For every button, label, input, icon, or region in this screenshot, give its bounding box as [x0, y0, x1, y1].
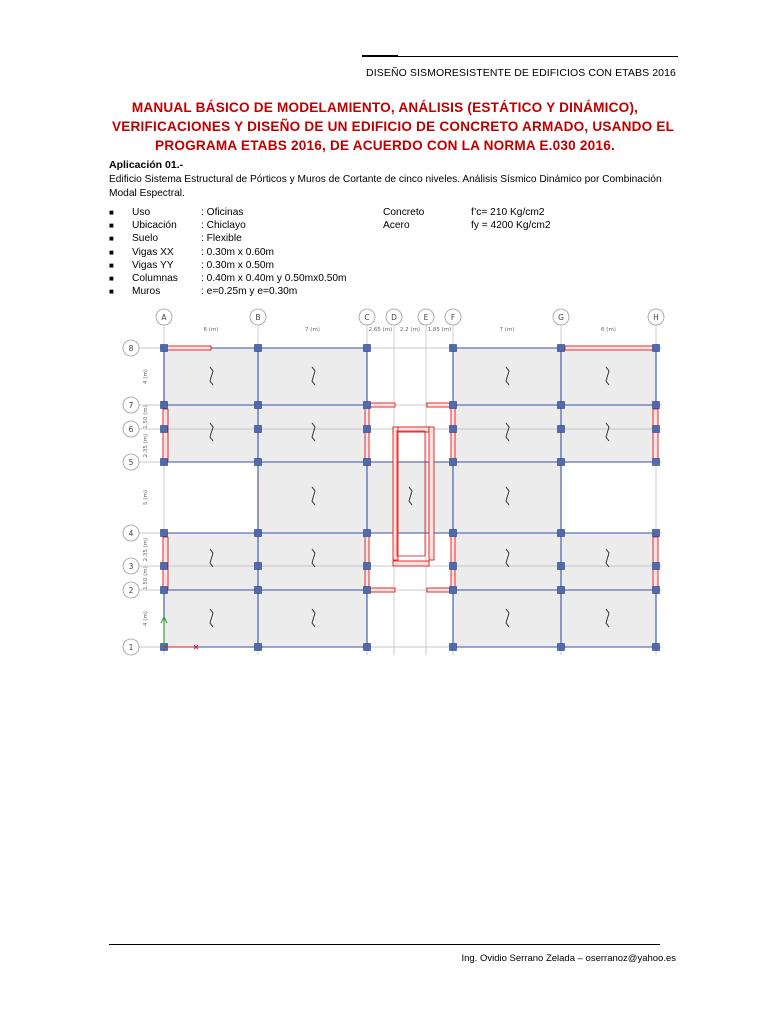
column	[558, 587, 565, 594]
span-label-y: 2.35 (m)	[143, 537, 149, 562]
shear-wall	[163, 409, 168, 461]
shear-wall	[429, 427, 434, 560]
column	[653, 402, 660, 409]
column	[364, 530, 371, 537]
slab-panel	[561, 405, 656, 462]
axis-label-row: 1	[128, 643, 134, 652]
axis-label-row: 5	[128, 458, 134, 467]
title-line-2: VERIFICACIONES Y DISEÑO DE UN EDIFICIO DE CONCRETO ARMADO, USANDO EL	[112, 119, 675, 134]
spec-label: Uso	[132, 207, 151, 218]
spec-label: Ubicación	[132, 220, 177, 232]
column	[653, 459, 660, 466]
spec-label: Vigas YY	[132, 259, 174, 271]
axis-label-column: C	[364, 313, 370, 322]
shear-wall	[365, 403, 369, 463]
axis-label-column: H	[653, 313, 659, 322]
bullet-icon: ■	[109, 287, 114, 297]
axis-label-column: B	[255, 313, 261, 322]
slab-panel	[258, 348, 367, 405]
column	[450, 644, 457, 651]
span-label-y: 1.50 (m)	[143, 405, 149, 429]
column	[653, 563, 660, 570]
title-line-3: PROGRAMA ETABS 2016, DE ACUERDO CON LA NORMA E.030 2016.	[155, 138, 615, 153]
application-heading: Aplicación 01.-	[109, 159, 184, 171]
column	[450, 563, 457, 570]
column	[450, 402, 457, 409]
application-description: Edificio Sistema Estructural de Pórticos y Muros de Cortante de cinco niveles. Análisis Sísmico Dinámico por Combinación Modal Espectral.	[109, 174, 662, 199]
slab-panel	[453, 533, 561, 590]
column	[450, 587, 457, 594]
column	[558, 459, 565, 466]
axis-label-column: F	[450, 313, 456, 322]
shear-wall	[164, 346, 211, 350]
running-header: DISEÑO SISMORESISTENTE DE EDIFICIOS CON ETABS 2016	[366, 67, 676, 79]
axis-label-column: D	[391, 313, 397, 322]
column	[364, 459, 371, 466]
spec-label: Vigas XX	[132, 246, 174, 258]
column	[653, 530, 660, 537]
column	[364, 345, 371, 352]
span-label-x: 7 (m)	[305, 327, 320, 333]
column	[255, 563, 262, 570]
column	[255, 587, 262, 594]
column	[161, 402, 168, 409]
span-label-x: 7 (m)	[499, 327, 515, 333]
column	[161, 426, 168, 433]
column	[161, 563, 168, 570]
bullet-icon: ■	[109, 221, 114, 231]
column	[558, 530, 565, 537]
slab-panel	[258, 462, 367, 533]
column	[364, 563, 371, 570]
axis-label-row: 4	[128, 529, 134, 538]
span-label-x: 2.2 (m)	[399, 327, 421, 333]
shear-wall	[565, 346, 655, 350]
column	[558, 402, 565, 409]
axis-label-column: A	[161, 313, 167, 322]
spec-value: : 0.40m x 0.40m y 0.50mx0.50m	[201, 272, 347, 284]
bullet-icon: ■	[109, 234, 114, 244]
bullet-icon: ■	[109, 273, 114, 283]
span-label-y: 5 (m)	[143, 490, 149, 505]
column	[450, 345, 457, 352]
spec-label-2: Concreto	[383, 207, 425, 218]
column	[255, 402, 262, 409]
axis-label-row: 6	[128, 425, 134, 434]
shear-wall	[393, 561, 429, 566]
spec-label: Suelo	[132, 233, 159, 245]
spec-label: Columnas	[132, 272, 178, 284]
spec-value-2: fy = 4200 Kg/cm2	[471, 220, 551, 232]
slab-panel	[164, 533, 258, 590]
axis-label-row: 3	[128, 562, 134, 571]
column	[255, 426, 262, 433]
shear-wall	[653, 409, 658, 461]
footer-rule	[109, 944, 660, 945]
spec-value-2: f’c= 210 Kg/cm2	[471, 207, 545, 218]
header-rule	[362, 56, 678, 57]
column	[161, 587, 168, 594]
structural-floor-plan	[117, 307, 677, 657]
spec-value: : 0.30m x 0.60m	[201, 246, 275, 258]
bullet-icon: ■	[109, 208, 114, 217]
column	[255, 345, 262, 352]
column	[255, 644, 262, 651]
title-line-1: MANUAL BÁSICO DE MODELAMIENTO, ANÁLISIS (ESTÁTICO Y DINÁMICO),	[131, 100, 639, 115]
column	[364, 587, 371, 594]
span-label-y: 2.35 (m)	[143, 433, 149, 458]
bullet-icon: ■	[109, 260, 114, 270]
column	[364, 426, 371, 433]
span-label-x: 6 (m)	[203, 327, 219, 333]
axis-label-row: 8	[128, 344, 134, 353]
spec-value: : Flexible	[201, 233, 242, 245]
slab-panel	[561, 348, 656, 405]
column	[161, 345, 168, 352]
spec-label: Muros	[132, 286, 161, 298]
column	[653, 426, 660, 433]
span-label-x: 6 (m)	[601, 327, 616, 333]
slab-panel	[258, 405, 367, 462]
slab-panel	[561, 590, 656, 647]
span-label-y: 1.50 (m)	[143, 566, 149, 590]
column	[558, 426, 565, 433]
column	[255, 459, 262, 466]
column	[653, 587, 660, 594]
span-label-x: 1.85 (m)	[427, 327, 452, 333]
span-label-x: 2.65 (m)	[368, 327, 393, 333]
axis-label-row: 2	[128, 586, 134, 595]
column	[450, 530, 457, 537]
slab-panel	[561, 533, 656, 590]
span-label-y: 4 (m)	[143, 369, 149, 384]
span-label-y: 4 (m)	[143, 611, 149, 626]
column	[450, 459, 457, 466]
column	[558, 644, 565, 651]
column	[558, 345, 565, 352]
column	[364, 402, 371, 409]
column	[450, 426, 457, 433]
document-title	[112, 98, 675, 155]
column	[653, 644, 660, 651]
spec-label-2: Acero	[383, 220, 410, 232]
shear-wall	[451, 403, 455, 463]
spec-value: : Chiclayo	[201, 220, 246, 232]
axis-label-column: E	[423, 313, 429, 322]
spec-value: : Oficinas	[201, 207, 244, 218]
footer-author: Ing. Ovidio Serrano Zelada – oserranoz@yahoo.es	[461, 953, 676, 964]
column	[558, 563, 565, 570]
bullet-icon: ■	[109, 247, 114, 257]
column	[364, 644, 371, 651]
slab-panel	[258, 590, 367, 647]
column	[161, 530, 168, 537]
axis-label-column: G	[558, 313, 564, 322]
column	[255, 530, 262, 537]
column	[653, 345, 660, 352]
axis-label-row: 7	[128, 401, 134, 410]
spec-value: : e=0.25m y e=0.30m	[201, 286, 298, 298]
spec-value: : 0.30m x 0.50m	[201, 259, 275, 271]
column	[161, 459, 168, 466]
